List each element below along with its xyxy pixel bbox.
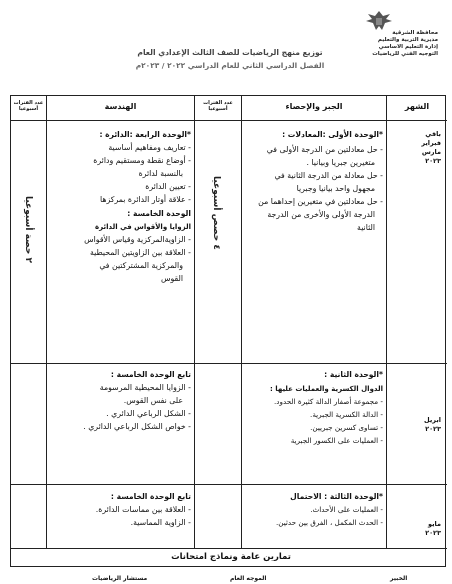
algebra-unit2-subtitle: الدوال الكسرية والعمليات عليها : [269, 385, 383, 393]
month-april: ابريل ٢٠٢٣ [424, 416, 441, 433]
document-subtitle: الفصل الدراسي الثاني للعام الدراسي ٢٠٢٢ / ٢٠٢٣م [135, 61, 325, 70]
signature-expert: الخبير [390, 575, 408, 582]
header-lessons-algebra: عدد الفترات أسبوعيا [203, 100, 233, 112]
list-item: القوس [160, 274, 183, 283]
list-item: على نفس القوس. [123, 396, 183, 405]
list-item: - حل معادلتين في متغيرين إحداهما من [243, 195, 383, 208]
geometry-unit4-title: *الوحدة الرابعة :الدائرة : [99, 130, 191, 139]
curriculum-table [10, 95, 446, 567]
header-algebra: الجبر والإحصاء [285, 102, 343, 111]
ministry-line-4: التوجيه الفني للرياضيات [372, 51, 438, 57]
algebra-unit1-title: *الوحدة الأولى :المعادلات : [282, 130, 383, 139]
col-divider-month [386, 96, 387, 548]
geometry-unit5-subtitle: الزوايا والأقواس في الدائرة [95, 223, 191, 231]
geometry-cont1-title: تابع الوحدة الخامسة : [110, 370, 191, 379]
list-item: - الزاويةالمركزية وقياس الأقواس [49, 233, 191, 246]
algebra-unit3 [243, 492, 383, 529]
list-item: الثانية [357, 223, 375, 232]
month-may: مايو ٢٠٢٣ [425, 520, 441, 537]
list-item: - الزاوية المماسية. [49, 516, 191, 529]
list-item: - أوضاع نقطة ومستقيم ودائرة [49, 154, 191, 167]
list-item: - علاقة أوتار الدائرة بمركزها [49, 193, 191, 206]
document-title: توزيع منهج الرياضيات للصف الثالث الإعدادي العام [137, 48, 323, 57]
geometry-cont2-title: تابع الوحدة الخامسة : [110, 492, 191, 501]
ministry-header [338, 30, 438, 58]
row-line-2 [11, 484, 447, 485]
list-item: - تساوى كسرين جبريين. [243, 421, 383, 434]
signature-general-supervisor: الموجه العام [230, 575, 267, 582]
footer-row-line [11, 548, 447, 549]
list-item: - الدالة الكسرية الجبرية. [243, 408, 383, 421]
geometry-unit4 [49, 130, 191, 285]
list-item: - العلاقة بين الزاويتين المحيطية [49, 246, 191, 259]
header-lessons-geometry: عدد الفترات أسبوعيا [13, 100, 44, 112]
header-month: الشهر [404, 102, 430, 111]
list-item: والمركزية المشتركتين في [99, 261, 183, 270]
algebra-unit2-title: *الوحدة الثانية : [324, 370, 383, 379]
geometry-unit5-continued-1 [49, 370, 191, 433]
list-item: - العمليات على الأحداث. [243, 503, 383, 516]
month-feb-mar: باقي فبراير مارس ٢٠٢٣ [421, 130, 441, 165]
signature-math-advisor: مستشار الرياضيات [92, 575, 148, 582]
list-item: - الزوايا المحيطية المرسومة [49, 381, 191, 394]
list-item: - خواص الشكل الرباعي الدائري . [49, 420, 191, 433]
header-geometry: الهندسة [104, 102, 137, 111]
list-item: - تعيين الدائرة [49, 180, 191, 193]
row-line-1 [11, 363, 447, 364]
algebra-unit3-title: *الوحدة الثالثة : الاحتمال [290, 492, 383, 501]
list-item: متغيرين جبريا وبيانيا . [306, 158, 375, 167]
header-row-line [11, 120, 447, 121]
algebra-unit2 [243, 370, 383, 447]
list-item: بالنسبة لدائرة [138, 169, 183, 178]
geometry-unit5-continued-2 [49, 492, 191, 529]
list-item: - العلاقة بين مماسات الدائرة. [49, 503, 191, 516]
list-item: الدرجة الأولى والأخرى من الدرجة [267, 210, 375, 219]
footer-general-exercises: تمارين عامة ونماذج امتحانات [171, 552, 291, 562]
list-item: - مجموعة أصفار الدالة كثيرة الحدود. [243, 395, 383, 408]
col-divider-algebra [241, 96, 242, 548]
geometry-weekly-lessons: ٢ حصة أسبوعيا [23, 196, 33, 264]
ministry-line-2: مديرية التربية والتعليم [377, 37, 438, 43]
list-item: - العمليات على الكسور الجبرية [243, 434, 383, 447]
algebra-unit1 [243, 130, 383, 234]
col-divider-geometry [46, 96, 47, 548]
list-item: مجهول واحد بيانيا وجبريا [296, 184, 375, 193]
ministry-line-3: إدارة التعليم الأساسي [378, 44, 438, 50]
list-item: - حل معادلة من الدرجة الثانية في [243, 169, 383, 182]
algebra-weekly-lessons: ٤ حصص أسبوعيا [211, 176, 221, 250]
ministry-line-1: محافظة الشرقية [392, 30, 438, 36]
list-item: - تعاريف ومفاهيم أساسية [49, 141, 191, 154]
list-item: - الشكل الرباعي الدائري . [49, 407, 191, 420]
list-item: - الحدث المكمل ، الفرق بين حدثين. [243, 516, 383, 529]
col-divider-lessons [194, 96, 195, 548]
list-item: - حل معادلتين من الدرجة الأولى في [243, 143, 383, 156]
geometry-unit5-title: الوحدة الخامسة : [127, 209, 191, 218]
